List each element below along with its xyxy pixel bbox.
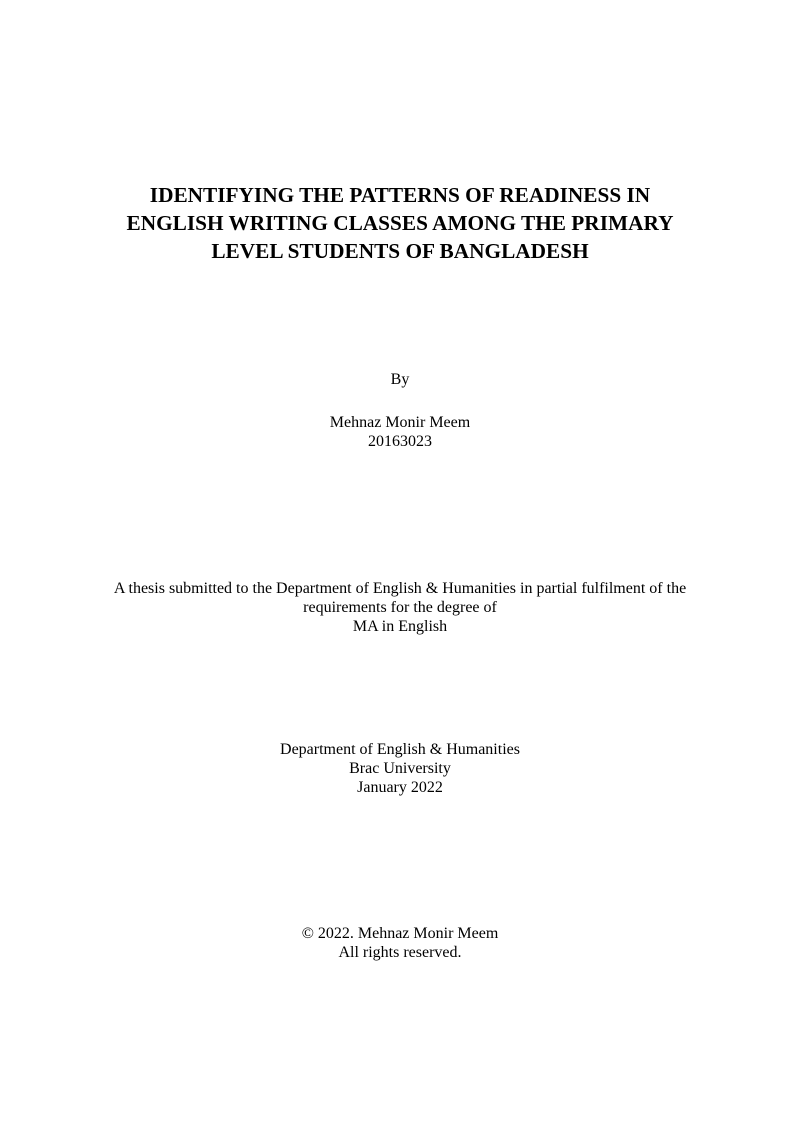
author-name: Mehnaz Monir Meem <box>329 414 471 431</box>
university-name: Brac University <box>349 760 451 777</box>
author-block <box>0 413 800 451</box>
submission-statement <box>0 579 800 636</box>
student-id: 20163023 <box>368 433 432 450</box>
title-line-2: ENGLISH WRITING CLASSES AMONG THE PRIMARY <box>126 211 674 235</box>
degree-name: MA in English <box>352 618 448 635</box>
thesis-title <box>0 181 800 265</box>
department-name: Department of English & Humanities <box>280 741 520 758</box>
submission-date: January 2022 <box>357 779 443 796</box>
submission-line-1: A thesis submitted to the Department of English & Humanities in partial fulfilment of the <box>113 580 687 597</box>
title-line-1: IDENTIFYING THE PATTERNS OF READINESS IN <box>149 183 651 207</box>
title-line-3: LEVEL STUDENTS OF BANGLADESH <box>211 239 589 263</box>
submission-line-2: requirements for the degree of <box>303 599 497 616</box>
copyright-notice: © 2022. Mehnaz Monir Meem <box>301 925 499 942</box>
rights-reserved: All rights reserved. <box>338 944 462 961</box>
institution-block <box>0 740 800 797</box>
by-label: By <box>390 371 410 388</box>
copyright-block <box>0 924 800 962</box>
